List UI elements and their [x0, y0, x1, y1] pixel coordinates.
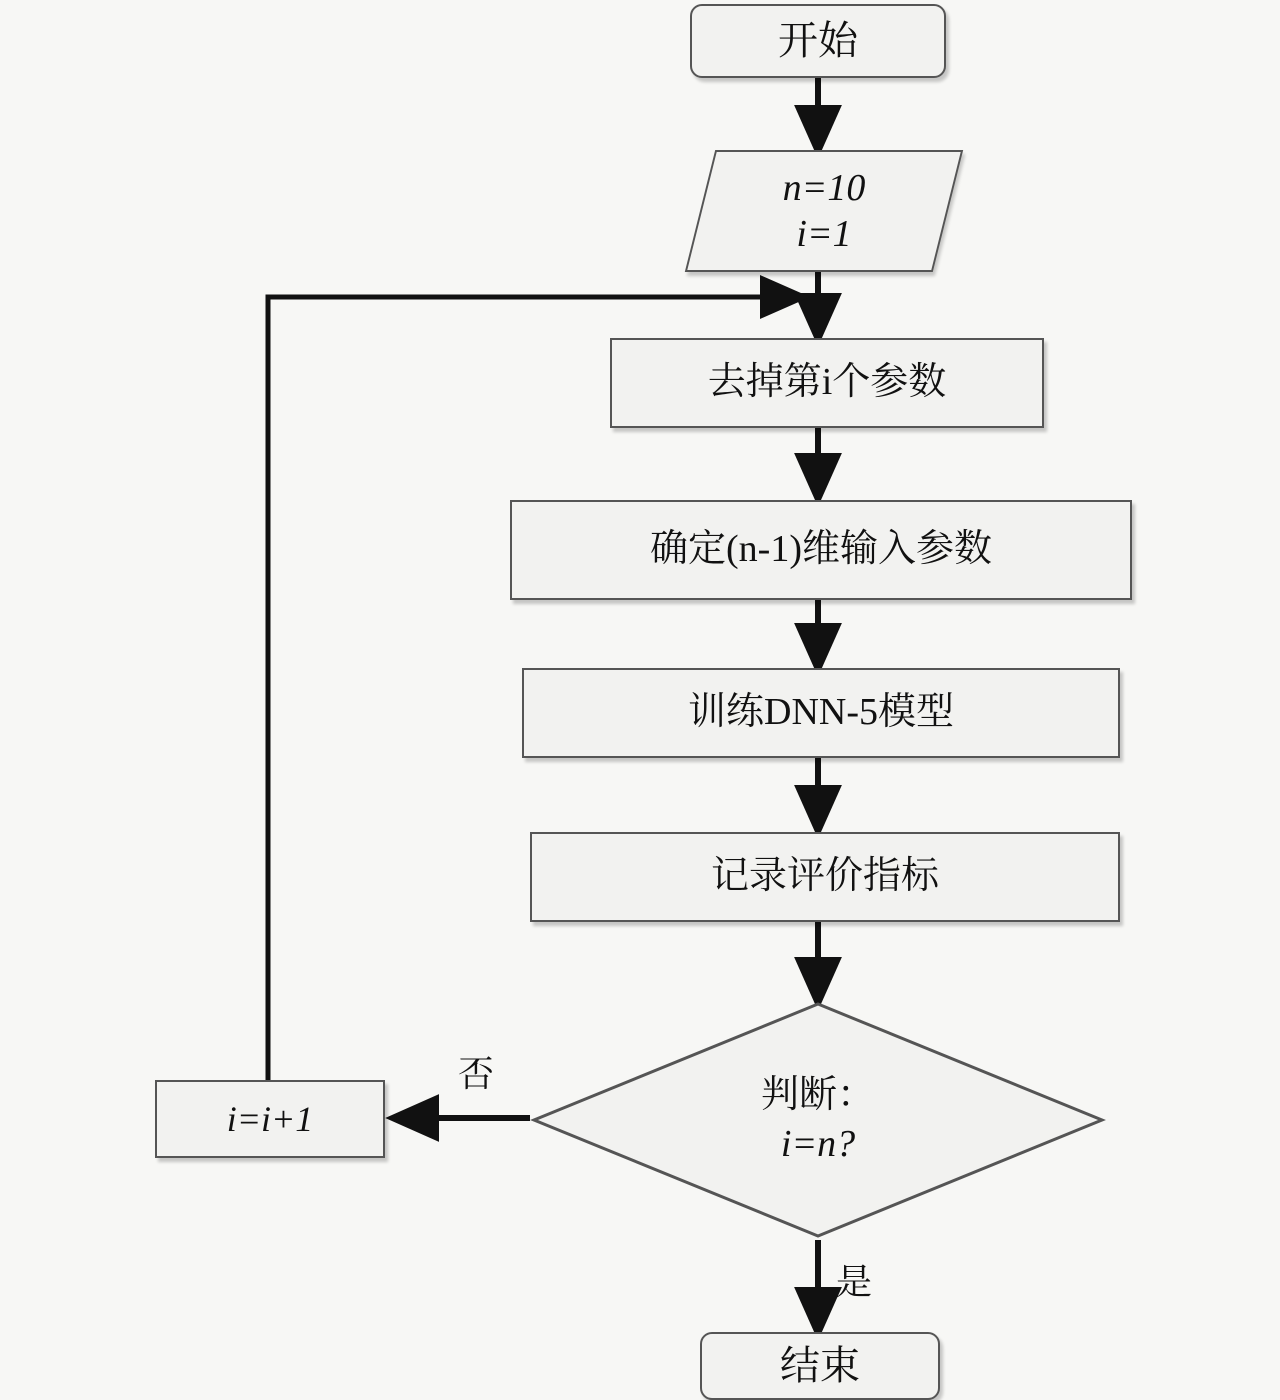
node-init — [700, 150, 948, 272]
node-drop-parameter — [610, 338, 1044, 428]
node-train-model — [522, 668, 1120, 758]
node-train-model-label: 训练DNN-5模型 — [688, 691, 954, 734]
node-decision-text — [528, 998, 1108, 1242]
node-init-text — [700, 150, 948, 272]
node-drop-parameter-label: 去掉第i个参数 — [707, 361, 947, 404]
edge-label-yes: 是 — [836, 1262, 873, 1302]
node-decision-line2: i=n? — [780, 1123, 856, 1165]
node-record-metrics — [530, 832, 1120, 922]
node-decision-line1: 判断： — [760, 1073, 875, 1116]
node-init-line2: i=1 — [796, 213, 852, 255]
node-increment — [155, 1080, 385, 1158]
node-end — [700, 1332, 940, 1400]
node-determine-dimensions — [510, 500, 1132, 600]
node-init-line1: n=10 — [782, 166, 866, 209]
node-decision — [528, 998, 1108, 1242]
node-record-metrics-label: 记录评价指标 — [710, 855, 939, 898]
node-start-label: 开始 — [778, 18, 858, 63]
edge-label-no: 否 — [458, 1054, 495, 1094]
node-start — [690, 4, 946, 78]
node-increment-label: i=i+1 — [226, 1098, 314, 1139]
node-determine-dimensions-label: 确定(n-1)维输入参数 — [650, 528, 992, 571]
node-end-label: 结束 — [780, 1343, 860, 1388]
